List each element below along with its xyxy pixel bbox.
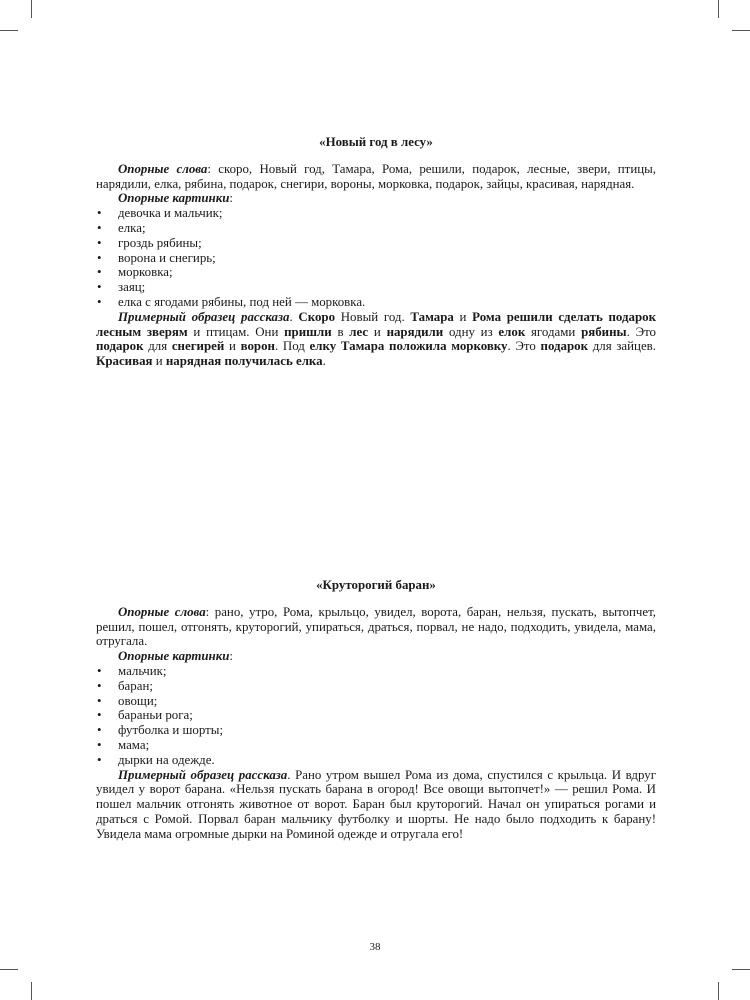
- key-pictures-heading: Опорные картинки:: [118, 649, 233, 664]
- list-item: • морковка;: [96, 265, 656, 280]
- text-run: ягодами: [525, 324, 582, 339]
- text-run: одну из: [443, 324, 499, 339]
- text-run: и: [368, 324, 387, 339]
- crop-mark-bottom-right: [718, 982, 719, 1000]
- text-run: и: [152, 354, 166, 369]
- text-run: Новый год.: [335, 309, 411, 324]
- text-run: .: [322, 354, 326, 369]
- text-run: в: [331, 324, 350, 339]
- keyword-bold: нарядная получилась елка: [165, 354, 323, 369]
- keyword-bold: Тамара: [410, 309, 454, 324]
- keyword-bold: Красивая: [96, 354, 153, 369]
- page-number: 38: [369, 941, 381, 953]
- text-run: . Это: [507, 339, 541, 354]
- list-item: • гроздь рябины;: [96, 236, 656, 251]
- list-item: • мальчик;: [96, 664, 656, 679]
- crop-mark-left-bottom: [0, 969, 18, 970]
- crop-mark-bottom-left: [31, 982, 32, 1000]
- crop-mark-left-top: [0, 30, 18, 31]
- story-new-year-in-forest: [96, 135, 656, 369]
- story-steep-horned-ram: [96, 578, 656, 842]
- list-item: • мама;: [96, 738, 656, 753]
- text-run: . Это: [626, 324, 656, 339]
- keyword-bold: рябины: [581, 324, 627, 339]
- key-words-text: : скоро, Новый год, Тамара, Рома, решили, подарок, лесные, звери, птицы, нарядили, елка, рябина, подарок, снегири, вороны, морковка, подарок, зайцы, красивая, нарядная.: [96, 161, 656, 191]
- key-words-paragraph: [96, 605, 656, 649]
- keyword-bold: нарядили: [386, 324, 444, 339]
- list-item: • ворона и снегирь;: [96, 251, 656, 266]
- key-pictures-list: [96, 664, 656, 768]
- list-item: • дырки на одежде.: [96, 753, 656, 768]
- keyword-bold: подарок: [96, 339, 144, 354]
- key-words-text: : рано, утро, Рома, крыльцо, увидел, ворота, баран, нельзя, пускать, вытопчет, решил, пошел, отгонять, круторогий, упираться, драться, порвал, не надо, подходить, увидела, мама, отругала.: [96, 604, 657, 649]
- keyword-bold: Рома решили сделать подарок лесным зверям: [96, 309, 656, 339]
- keyword-bold: подарок: [540, 339, 589, 354]
- list-item: • бараньи рога;: [96, 708, 656, 723]
- list-item: • заяц;: [96, 280, 656, 295]
- text-run: . Под: [274, 339, 310, 354]
- story-title: «Круторогий баран»: [316, 578, 436, 592]
- sample-story-text: . Рано утром вышел Рома из дома, спустился с крыльца. И вдруг увидел у ворот барана. «Нельзя пускать барана в огород! Все овощи вытопчет!» — решил Рома. И пошел мальчик отгонять животное от ворот. Баран был круторогий. Начал он упираться рогами и драться с Ромой. Порвал баран мальчику футболку и шорты. Не надо было подходить к барану! Увидела мама огромные дырки на Роминой одежде и отругала его!: [96, 767, 656, 841]
- sample-story-label: Примерный образец рассказа: [118, 309, 290, 324]
- keyword-bold: елку Тамара положила морковку: [309, 339, 508, 354]
- key-pictures-heading: Опорные картинки:: [118, 191, 233, 206]
- keyword-bold: лес: [349, 324, 369, 339]
- text-run: .: [289, 309, 299, 324]
- key-pictures-label: Опорные картинки: [118, 191, 230, 206]
- keyword-bold: Скоро: [298, 309, 336, 324]
- key-pictures-list: [96, 206, 656, 310]
- sample-story-paragraph: [96, 768, 656, 842]
- sample-story-paragraph: [96, 310, 656, 369]
- sample-story-label: Примерный образец рассказа: [118, 767, 288, 782]
- list-item: • елка;: [96, 221, 656, 236]
- keyword-bold: ворон: [240, 339, 275, 354]
- text-run: для зайцев.: [588, 339, 656, 354]
- list-item: • баран;: [96, 679, 656, 694]
- keyword-bold: пришли: [284, 324, 332, 339]
- crop-mark-top-right: [718, 0, 719, 18]
- list-item: • овощи;: [96, 694, 656, 709]
- key-words-label: Опорные слова: [118, 161, 208, 176]
- crop-mark-top-left: [31, 0, 32, 18]
- text-run: для: [143, 339, 172, 354]
- key-words-paragraph: [96, 162, 656, 192]
- crop-mark-right-bottom: [732, 969, 750, 970]
- text-run: и: [224, 339, 241, 354]
- story-title: «Новый год в лесу»: [319, 135, 433, 149]
- list-item: • футболка и шорты;: [96, 723, 656, 738]
- key-pictures-label: Опорные картинки: [118, 649, 230, 664]
- text-run: и: [453, 309, 473, 324]
- crop-mark-right-top: [732, 30, 750, 31]
- keyword-bold: снегирей: [171, 339, 225, 354]
- keyword-bold: елок: [498, 324, 526, 339]
- key-words-label: Опорные слова: [118, 604, 206, 619]
- list-item: • елка с ягодами рябины, под ней — морковка.: [96, 295, 656, 310]
- list-item: • девочка и мальчик;: [96, 206, 656, 221]
- text-run: и птицам. Они: [187, 324, 285, 339]
